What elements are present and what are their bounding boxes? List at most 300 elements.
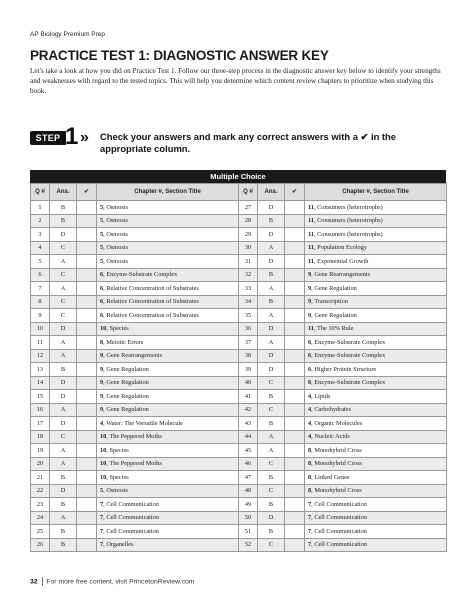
section-title: Gene Regulation (106, 392, 149, 400)
chapter-section (305, 457, 447, 471)
table-row (31, 201, 447, 215)
page-footer (30, 577, 194, 586)
chapter-separator: , (103, 338, 107, 346)
answer-letter: C (50, 241, 77, 255)
footer-divider (42, 577, 43, 586)
chapter-number: 8 (308, 473, 312, 481)
chapter-section (305, 363, 447, 377)
question-number: 47 (239, 471, 258, 485)
chapter-separator: , (103, 217, 107, 225)
section-title: Monohybrid Cross (314, 460, 362, 468)
chapter-number: 11 (308, 217, 314, 225)
question-number: 31 (239, 255, 258, 269)
question-number: 12 (31, 349, 50, 363)
check-cell[interactable] (77, 417, 97, 431)
chapter-section (305, 322, 447, 336)
footer-link[interactable]: PrincetonReview.com (129, 578, 195, 586)
check-cell[interactable] (285, 430, 305, 444)
chapter-section (305, 282, 447, 296)
answer-letter: A (50, 255, 77, 269)
check-cell[interactable] (285, 282, 305, 296)
answer-letter: C (50, 309, 77, 323)
chapter-separator: , (311, 541, 315, 549)
chapter-separator: , (311, 392, 315, 400)
section-title: Osmosis (106, 217, 129, 225)
question-number: 49 (239, 498, 258, 512)
check-cell[interactable] (285, 403, 305, 417)
check-cell[interactable] (77, 228, 97, 242)
table-row (31, 349, 447, 363)
chapter-number: 9 (100, 365, 104, 373)
chapter-number: 10 (100, 433, 107, 441)
answer-letter: B (258, 295, 285, 309)
question-number: 42 (239, 403, 258, 417)
chapter-number: 8 (308, 487, 312, 495)
section-title: Enzyme-Substrate Complex (106, 271, 178, 279)
question-number: 33 (239, 282, 258, 296)
chapter-section (305, 390, 447, 404)
chapter-separator: , (311, 379, 315, 387)
question-number: 16 (31, 403, 50, 417)
chapter-number: 7 (100, 541, 104, 549)
question-number: 7 (31, 282, 50, 296)
chapter-separator: , (103, 244, 107, 252)
chapter-separator: , (103, 311, 107, 319)
check-cell[interactable] (285, 484, 305, 498)
answer-letter: A (50, 444, 77, 458)
answer-letter: B (258, 498, 285, 512)
answer-letter: D (258, 201, 285, 215)
chapter-section (97, 417, 239, 431)
chapter-separator: , (103, 392, 107, 400)
section-title: Gene Rearrangements (106, 352, 163, 360)
check-cell[interactable] (77, 255, 97, 269)
chapter-section (97, 295, 239, 309)
check-cell[interactable] (285, 295, 305, 309)
section-title: Osmosis (106, 257, 129, 265)
chapter-separator: , (311, 338, 315, 346)
table-row (31, 322, 447, 336)
table-row (31, 255, 447, 269)
check-cell[interactable] (285, 457, 305, 471)
check-cell[interactable] (77, 390, 97, 404)
chapter-number: 6 (308, 352, 312, 360)
answer-letter: A (50, 457, 77, 471)
chapter-number: 9 (308, 284, 312, 292)
chapter-section (97, 525, 239, 539)
answer-letter: C (258, 403, 285, 417)
question-number: 24 (31, 511, 50, 525)
chapter-number: 9 (100, 406, 104, 414)
chapter-separator: , (103, 352, 107, 360)
check-cell[interactable] (77, 525, 97, 539)
section-title: Relative Concentration of Substrates (106, 311, 199, 319)
section-title: Enzyme-Substrate Complex (314, 338, 386, 346)
check-cell[interactable] (77, 363, 97, 377)
check-cell[interactable] (285, 268, 305, 282)
chapter-number: 7 (308, 500, 312, 508)
chapter-number: 6 (308, 365, 312, 373)
check-cell[interactable] (77, 403, 97, 417)
chapter-section (305, 268, 447, 282)
section-title: Nucleic Acids (314, 433, 350, 441)
chapter-number: 7 (100, 500, 104, 508)
check-cell[interactable] (285, 471, 305, 485)
question-number: 44 (239, 430, 258, 444)
chapter-number: 9 (308, 271, 312, 279)
check-cell[interactable] (285, 417, 305, 431)
chapter-separator: , (311, 433, 315, 441)
check-cell[interactable] (285, 214, 305, 228)
chapter-number: 8 (308, 446, 312, 454)
section-title: Gene Regulation (106, 365, 149, 373)
section-title: Consumers (heterotrophs) (317, 203, 383, 211)
table-row (31, 268, 447, 282)
question-number: 28 (239, 214, 258, 228)
chapter-number: 5 (100, 257, 104, 265)
answer-letter: A (50, 282, 77, 296)
chapter-section (305, 525, 447, 539)
chapter-separator: , (311, 271, 315, 279)
step-word: STEP (30, 131, 66, 145)
chapter-separator: , (103, 406, 107, 414)
question-number: 30 (239, 241, 258, 255)
chapter-section (305, 214, 447, 228)
answer-letter: C (258, 538, 285, 552)
section-title: Monohybrid Cross (314, 487, 362, 495)
answer-letter: D (258, 363, 285, 377)
answer-letter: C (50, 295, 77, 309)
table-row (31, 444, 447, 458)
chapter-separator: , (106, 473, 110, 481)
check-cell[interactable] (77, 322, 97, 336)
section-title: Osmosis (106, 203, 129, 211)
chevron-right-icon: » (80, 129, 89, 146)
chapter-section (97, 309, 239, 323)
question-number: 17 (31, 417, 50, 431)
question-number: 52 (239, 538, 258, 552)
chapter-section (97, 228, 239, 242)
check-cell[interactable] (285, 390, 305, 404)
chapter-separator: , (103, 487, 107, 495)
question-number: 20 (31, 457, 50, 471)
answer-letter: B (50, 214, 77, 228)
table-row (31, 241, 447, 255)
section-title: Gene Rearrangements (314, 271, 371, 279)
check-cell[interactable] (77, 336, 97, 350)
section-title: Cell Communication (314, 514, 367, 522)
section-title: Osmosis (106, 230, 129, 238)
check-cell[interactable] (285, 309, 305, 323)
answer-rows (31, 201, 447, 552)
col-header-chapter: Chapter #, Section Title (305, 184, 447, 201)
check-cell[interactable] (77, 282, 97, 296)
table-row (31, 309, 447, 323)
chapter-section (305, 403, 447, 417)
answer-letter: A (258, 336, 285, 350)
chapter-separator: , (103, 419, 107, 427)
chapter-number: 10 (100, 473, 107, 481)
table-row (31, 417, 447, 431)
question-number: 26 (31, 538, 50, 552)
check-cell[interactable] (77, 471, 97, 485)
chapter-section (305, 484, 447, 498)
chapter-section (305, 201, 447, 215)
chapter-number: 6 (100, 271, 104, 279)
section-title: Relative Concentration of Substrates (106, 298, 199, 306)
chapter-separator: , (311, 419, 315, 427)
question-number: 15 (31, 390, 50, 404)
answer-letter: A (50, 403, 77, 417)
answer-letter: A (50, 511, 77, 525)
chapter-section (305, 241, 447, 255)
table-row (31, 376, 447, 390)
question-number: 3 (31, 228, 50, 242)
section-title: Water: The Versatile Molecule (106, 419, 183, 427)
question-number: 23 (31, 498, 50, 512)
chapter-separator: , (103, 298, 107, 306)
chapter-number: 6 (308, 338, 312, 346)
check-cell[interactable] (77, 376, 97, 390)
check-cell[interactable] (77, 295, 97, 309)
col-header-q: Q # (239, 184, 258, 201)
col-header-chapter: Chapter #, Section Title (97, 184, 239, 201)
chapter-section (305, 349, 447, 363)
question-number: 6 (31, 268, 50, 282)
chapter-separator: , (103, 230, 107, 238)
check-cell[interactable] (77, 430, 97, 444)
chapter-separator: , (313, 325, 317, 333)
chapter-separator: , (311, 487, 315, 495)
section-title: Linked Genes (314, 473, 350, 481)
chapter-section (97, 268, 239, 282)
question-number: 41 (239, 390, 258, 404)
check-cell[interactable] (285, 525, 305, 539)
chapter-section (97, 282, 239, 296)
chapter-section (97, 322, 239, 336)
col-header-ans: Ans. (50, 184, 77, 201)
chapter-section (305, 309, 447, 323)
chapter-separator: , (106, 446, 110, 454)
question-number: 45 (239, 444, 258, 458)
answer-letter: D (258, 255, 285, 269)
chapter-section (305, 255, 447, 269)
answer-key-table (30, 183, 447, 552)
check-cell[interactable] (77, 444, 97, 458)
chapter-section (97, 201, 239, 215)
section-title: Cell Communication (314, 500, 367, 508)
check-cell[interactable] (285, 255, 305, 269)
chapter-number: 4 (308, 392, 312, 400)
section-title: Species (109, 473, 129, 481)
answer-letter: B (50, 525, 77, 539)
chapter-section (305, 417, 447, 431)
section-title: Meiotic Errors (106, 338, 144, 346)
chapter-separator: , (103, 500, 107, 508)
chapter-section (97, 484, 239, 498)
chapter-section (305, 511, 447, 525)
question-number: 51 (239, 525, 258, 539)
running-head: AP Biology Premium Prep (30, 31, 106, 38)
answer-letter: D (258, 349, 285, 363)
chapter-number: 7 (100, 514, 104, 522)
chapter-number: 4 (308, 433, 312, 441)
answer-letter: B (258, 390, 285, 404)
question-number: 2 (31, 214, 50, 228)
answer-letter: D (50, 376, 77, 390)
check-cell[interactable] (285, 376, 305, 390)
check-cell[interactable] (77, 201, 97, 215)
check-cell[interactable] (285, 511, 305, 525)
check-cell[interactable] (285, 336, 305, 350)
check-cell[interactable] (77, 538, 97, 552)
chapter-number: 5 (100, 217, 104, 225)
check-cell[interactable] (285, 538, 305, 552)
check-cell[interactable] (285, 349, 305, 363)
col-header-check: ✔ (285, 184, 305, 201)
section-title: Relative Concentration of Substrates (106, 284, 199, 292)
check-cell[interactable] (77, 349, 97, 363)
section-title: Cell Communication (314, 541, 367, 549)
check-cell[interactable] (77, 309, 97, 323)
chapter-separator: , (313, 203, 318, 211)
chapter-section (97, 349, 239, 363)
answer-letter: D (50, 417, 77, 431)
chapter-separator: , (311, 473, 315, 481)
chapter-separator: , (106, 325, 110, 333)
answer-letter: B (258, 268, 285, 282)
table-row (31, 403, 447, 417)
chapter-number: 11 (308, 325, 314, 333)
chapter-section (97, 498, 239, 512)
check-cell[interactable] (77, 214, 97, 228)
chapter-section (305, 430, 447, 444)
chapter-number: 9 (100, 392, 104, 400)
chapter-number: 11 (308, 244, 314, 252)
question-number: 46 (239, 457, 258, 471)
chapter-number: 11 (308, 203, 314, 211)
chapter-separator: , (311, 514, 315, 522)
section-title: Gene Regulation (314, 284, 357, 292)
page-number: 32 (30, 578, 38, 586)
answer-letter: D (50, 484, 77, 498)
chapter-section (97, 403, 239, 417)
chapter-separator: , (103, 203, 107, 211)
chapter-section (97, 538, 239, 552)
answer-letter: C (50, 268, 77, 282)
check-cell[interactable] (285, 201, 305, 215)
check-cell[interactable] (77, 241, 97, 255)
check-cell[interactable] (285, 444, 305, 458)
question-number: 40 (239, 376, 258, 390)
chapter-section (97, 471, 239, 485)
chapter-number: 5 (100, 203, 104, 211)
chapter-number: 5 (100, 230, 104, 238)
chapter-number: 4 (308, 406, 312, 414)
answer-letter: B (258, 214, 285, 228)
question-number: 38 (239, 349, 258, 363)
question-number: 34 (239, 295, 258, 309)
question-number: 10 (31, 322, 50, 336)
chapter-separator: , (313, 230, 318, 238)
question-number: 37 (239, 336, 258, 350)
chapter-number: 11 (308, 257, 314, 265)
question-number: 22 (31, 484, 50, 498)
intro-paragraph: Let's take a look at how you did on Practice Test 1. Follow our three-step process in the diagnostic answer key below to identify your strengths and weaknesses with regard to the tested topics. This will help you determine which content review chapters to prioritize when studying this book. (30, 67, 441, 95)
chapter-section (97, 457, 239, 471)
chapter-number: 9 (100, 352, 104, 360)
answer-letter: D (258, 511, 285, 525)
step-instruction: Check your answers and mark any correct answers with a ✔ in the appropriate column. (100, 131, 396, 154)
chapter-number: 4 (308, 419, 312, 427)
answer-letter: C (258, 457, 285, 471)
chapter-section (97, 430, 239, 444)
answer-letter: A (258, 444, 285, 458)
chapter-separator: , (313, 257, 318, 265)
table-row (31, 228, 447, 242)
chapter-number: 9 (308, 298, 312, 306)
chapter-number: 9 (100, 379, 104, 387)
check-cell[interactable] (285, 228, 305, 242)
question-number: 36 (239, 322, 258, 336)
table-row (31, 336, 447, 350)
check-cell[interactable] (285, 498, 305, 512)
answer-letter: D (50, 322, 77, 336)
table-row (31, 484, 447, 498)
check-cell[interactable] (77, 511, 97, 525)
chapter-section (305, 376, 447, 390)
check-cell[interactable] (77, 457, 97, 471)
section-title: Gene Regulation (106, 379, 149, 387)
check-cell[interactable] (285, 322, 305, 336)
section-title: Carbohydrates (314, 406, 352, 414)
question-number: 32 (239, 268, 258, 282)
section-title: Population Ecology (317, 244, 367, 252)
answer-letter: C (50, 430, 77, 444)
section-title: Exponential Growth (317, 257, 369, 265)
question-number: 25 (31, 525, 50, 539)
answer-letter: A (50, 336, 77, 350)
chapter-number: 9 (308, 311, 312, 319)
chapter-number: 7 (308, 514, 312, 522)
table-row (31, 457, 447, 471)
chapter-section (97, 376, 239, 390)
check-cell[interactable] (285, 363, 305, 377)
section-title: Enzyme-Substrate Complex (314, 379, 386, 387)
check-cell[interactable] (285, 241, 305, 255)
chapter-separator: , (311, 365, 315, 373)
section-title: Higher Protein Structure (314, 365, 377, 373)
table-row (31, 471, 447, 485)
check-cell[interactable] (77, 498, 97, 512)
chapter-section (97, 511, 239, 525)
check-cell[interactable] (77, 484, 97, 498)
chapter-separator: , (311, 406, 315, 414)
question-number: 29 (239, 228, 258, 242)
answer-letter: B (258, 525, 285, 539)
answer-letter: B (258, 471, 285, 485)
chapter-number: 6 (100, 284, 104, 292)
chapter-number: 10 (100, 325, 107, 333)
check-cell[interactable] (77, 268, 97, 282)
question-number: 39 (239, 363, 258, 377)
step-number: 1 (65, 123, 79, 150)
question-number: 5 (31, 255, 50, 269)
section-title: Monohybrid Cross (314, 446, 362, 454)
answer-letter: A (258, 282, 285, 296)
section-title: Lipids (314, 392, 331, 400)
chapter-number: 5 (100, 487, 104, 495)
